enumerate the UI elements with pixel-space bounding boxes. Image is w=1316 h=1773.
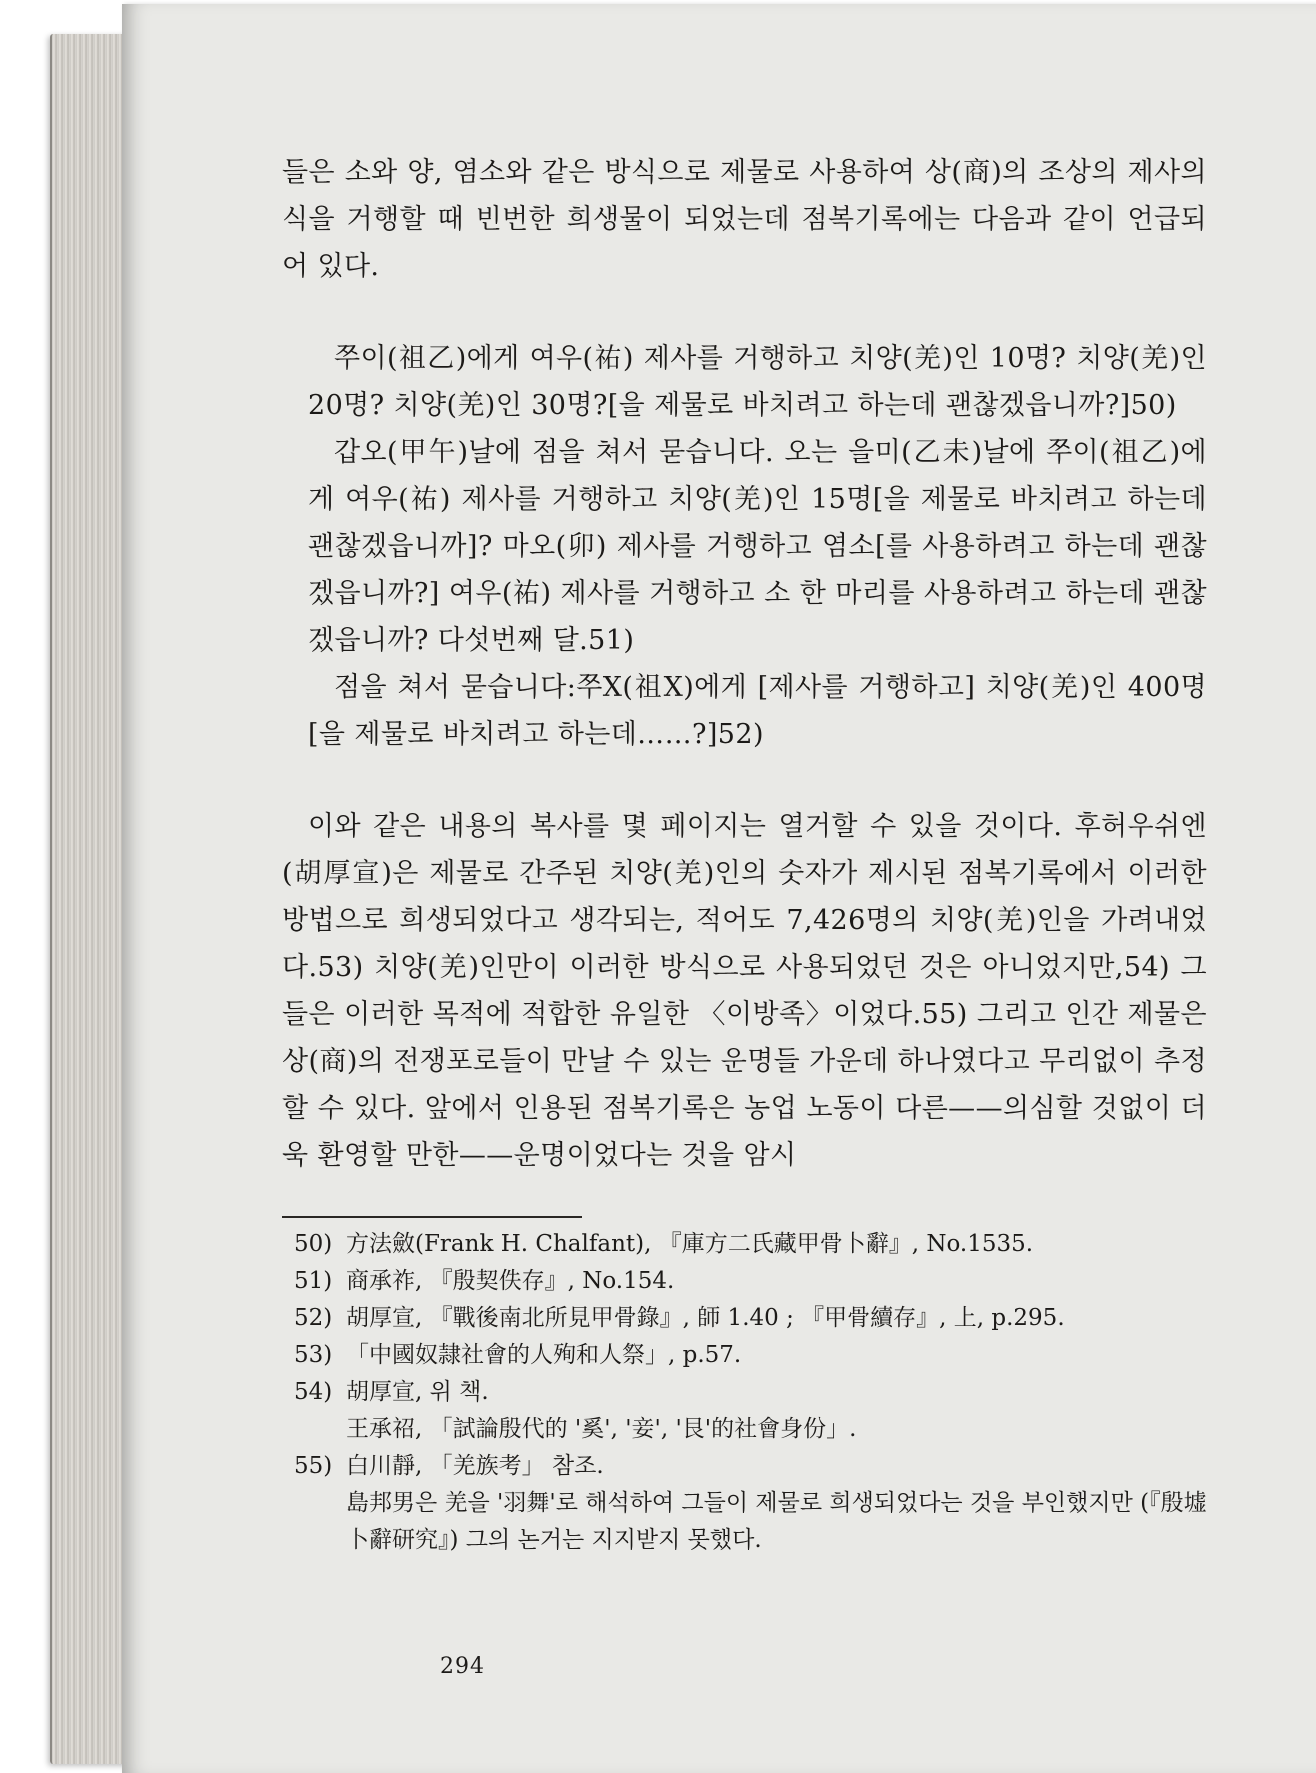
footnote-rule [282, 1216, 582, 1218]
footnote-51 [282, 1263, 1207, 1300]
quote-3: 점을 쳐서 묻습니다:쭈X(祖X)에게 [제사를 거행하고] 치양(羌)인 400명[을 제물로 바치려고 하는데……?]52) [308, 672, 1207, 750]
footnote-text: 「中國奴隷社會的人殉和人祭」, p.57. [346, 1342, 742, 1368]
footnote-text: 方法斂(Frank H. Chalfant), 『庫方二氏藏甲骨卜辭』, No.1535. [346, 1231, 1034, 1257]
footnote-55 [282, 1448, 1207, 1485]
footnote-text: 胡厚宣, 위 책. [346, 1379, 489, 1405]
footnote-text: 白川靜, 「羌族考」 참조. [346, 1453, 604, 1479]
body-text [282, 149, 1207, 1179]
page [122, 4, 1316, 1773]
footnote-50 [282, 1226, 1207, 1263]
footnote-number: 51) [294, 1268, 333, 1294]
main-paragraph: 이와 같은 내용의 복사를 몇 페이지는 열거할 수 있을 것이다. 후허우쉬엔(胡厚宣)은 제물로 간주된 치양(羌)인의 숫자가 제시된 점복기록에서 이러한 방법으로 희생되었다고 생각되는, 적어도 7,426명의 치양(羌)인을 가려내었다.53) 치양(羌)인만이 이러한 방식으로 사용되었던 것은 아니었지만,54) 그들은 이러한 목적에 적합한 유일한 〈이방족〉이었다.55) 그리고 인간 제물은 상(商)의 전쟁포로들이 만날 수 있는 운명들 가운데 하나였다고 무리없이 추정할 수 있다. 앞에서 인용된 점복기록은 농업 노동이 다른——의심할 것없이 더욱 환영할 만한——운명이었다는 것을 암시 [282, 811, 1207, 1171]
quote-2: 갑오(甲午)날에 점을 쳐서 묻습니다. 오는 을미(乙未)날에 쭈이(祖乙)에게 여우(祐) 제사를 거행하고 치양(羌)인 15명[을 제물로 바치려고 하는데 괜찮겠읍니까]? 마오(卯) 제사를 거행하고 염소[를 사용하려고 하는데 괜찮겠읍니까?] 여우(祐) 제사를 거행하고 소 한 마리를 사용하려고 하는데 괜찮겠읍니까? 다섯번째 달.51) [308, 437, 1207, 656]
footnote-number [282, 1411, 346, 1448]
footnote-54 [282, 1374, 1207, 1411]
footnote-number [282, 1485, 346, 1559]
footnote-text: 胡厚宣, 『戰後南北所見甲骨錄』, 師 1.40 ; 『甲骨續存』, 上, p.295. [346, 1305, 1065, 1331]
footnote-number: 53) [294, 1342, 333, 1368]
footnote-54-continued [282, 1411, 1207, 1448]
footnotes [282, 1216, 1207, 1559]
footnote-text: 王承祒, 「試論殷代的 '奚', '妾', '艮'的社會身份」. [346, 1416, 857, 1442]
page-number: 294 [440, 1654, 485, 1679]
page-edges [50, 34, 132, 1764]
footnote-number: 52) [294, 1305, 333, 1331]
book [50, 4, 1316, 1773]
footnote-number: 54) [294, 1379, 333, 1405]
footnote-52 [282, 1300, 1207, 1337]
quoted-inscriptions [282, 335, 1207, 758]
footnote-number: 55) [294, 1453, 333, 1479]
footnote-53 [282, 1337, 1207, 1374]
footnote-text: 商承祚, 『殷契佚存』, No.154. [346, 1268, 675, 1294]
quote-1: 쭈이(祖乙)에게 여우(祐) 제사를 거행하고 치양(羌)인 10명? 치양(羌)인 20명? 치양(羌)인 30명?[을 제물로 바치려고 하는데 괜찮겠읍니까?]50) [308, 343, 1207, 421]
intro-paragraph: 들은 소와 양, 염소와 같은 방식으로 제물로 사용하여 상(商)의 조상의 제사의식을 거행할 때 빈번한 희생물이 되었는데 점복기록에는 다음과 같이 언급되어 있다. [282, 157, 1207, 282]
footnote-number: 50) [294, 1231, 333, 1257]
footnote-55-continued [282, 1485, 1207, 1559]
footnote-text: 島邦男은 羌을 '羽舞'로 해석하여 그들이 제물로 희생되었다는 것을 부인했지만 (『殷墟卜辭研究』) 그의 논거는 지지받지 못했다. [346, 1490, 1207, 1553]
